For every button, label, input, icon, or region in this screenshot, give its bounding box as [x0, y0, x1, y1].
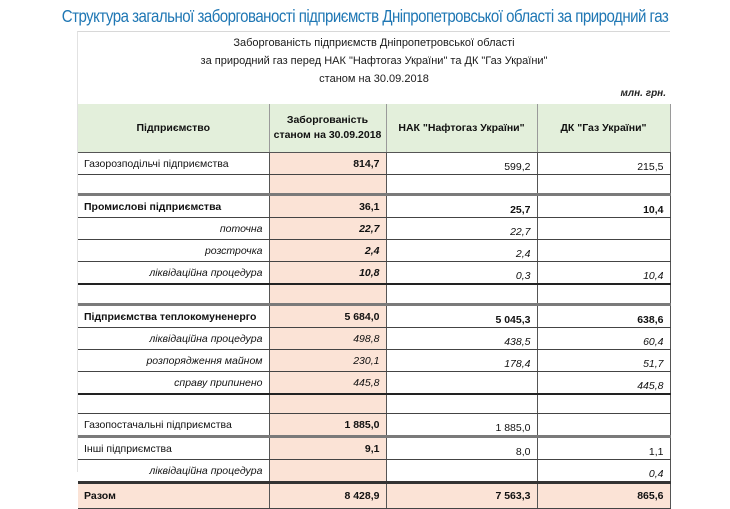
- table-row: [78, 437, 670, 460]
- row-naftogaz: 25,7: [386, 195, 537, 218]
- row-name: Підприємства теплокомуненерго: [78, 305, 269, 328]
- row-name: Газорозподільчі підприємства: [78, 153, 269, 175]
- page-title: Структура загальної заборгованості підприємств Дніпропетровської області за природний газ: [61, 6, 669, 26]
- table-row: [78, 372, 670, 395]
- row-naftogaz: 8,0: [386, 437, 537, 460]
- row-total: 814,7: [269, 153, 386, 175]
- row-name: розпорядження майном: [78, 350, 269, 372]
- row-naftogaz: 599,2: [386, 153, 537, 175]
- document-heading: [78, 34, 670, 88]
- row-naftogaz: 5 045,3: [386, 305, 537, 328]
- table-row: [78, 262, 670, 285]
- row-total: 5 684,0: [269, 305, 386, 328]
- row-gaz: 10,4: [537, 195, 670, 218]
- row-naftogaz: 1 885,0: [386, 414, 537, 437]
- row-gaz: 60,4: [537, 328, 670, 350]
- heading-line-2: за природний газ перед НАК "Нафтогаз України" та ДК "Газ України": [200, 55, 548, 67]
- row-naftogaz: 2,4: [386, 240, 537, 262]
- row-name: Промислові підприємства: [78, 195, 269, 218]
- table-row: [78, 240, 670, 262]
- row-total: [269, 460, 386, 483]
- row-naftogaz: [386, 460, 537, 483]
- row-naftogaz: [386, 372, 537, 395]
- row-total: 36,1: [269, 195, 386, 218]
- row-name: розстрочка: [78, 240, 269, 262]
- debt-document: [77, 31, 670, 502]
- header-debt-total: Заборгованість станом на 30.09.2018: [269, 104, 386, 153]
- table-row: [78, 350, 670, 372]
- row-gaz: 10,4: [537, 262, 670, 285]
- row-gaz: [537, 240, 670, 262]
- table-row: [78, 328, 670, 350]
- row-total: 445,8: [269, 372, 386, 395]
- row-total: 1 885,0: [269, 414, 386, 437]
- row-name: ліквідаційна процедура: [78, 460, 269, 483]
- row-naftogaz: 0,3: [386, 262, 537, 285]
- heading-line-3: станом на 30.09.2018: [319, 73, 429, 85]
- row-total: 9,1: [269, 437, 386, 460]
- table-row: [78, 153, 670, 175]
- row-total: 10,8: [269, 262, 386, 285]
- row-gaz: 51,7: [537, 350, 670, 372]
- header-gaz-ukrainy: ДК "Газ України": [537, 104, 670, 153]
- row-total: 498,8: [269, 328, 386, 350]
- row-gaz: 445,8: [537, 372, 670, 395]
- row-gaz: 1,1: [537, 437, 670, 460]
- unit-label: млн. грн.: [620, 88, 666, 99]
- table-row: [78, 414, 670, 437]
- row-total: 22,7: [269, 218, 386, 240]
- row-gaz: [537, 218, 670, 240]
- table-row: [78, 218, 670, 240]
- row-name: Інші підприємства: [78, 437, 269, 460]
- row-name: поточна: [78, 218, 269, 240]
- table-row: [78, 195, 670, 218]
- header-naftogaz: НАК "Нафтогаз України": [386, 104, 537, 153]
- spacer-row: [78, 394, 670, 414]
- row-name: ліквідаційна процедура: [78, 328, 269, 350]
- total-row: [78, 483, 670, 509]
- spacer-row: [78, 284, 670, 305]
- debt-table: [78, 104, 671, 509]
- row-naftogaz: 438,5: [386, 328, 537, 350]
- table-row: [78, 460, 670, 483]
- table-header-row: [78, 104, 670, 153]
- spacer-row: [78, 175, 670, 195]
- row-gaz: [537, 414, 670, 437]
- row-name: ліквідаційна процедура: [78, 262, 269, 285]
- row-gaz: 0,4: [537, 460, 670, 483]
- total-gaz: 865,6: [537, 483, 670, 509]
- row-total: 2,4: [269, 240, 386, 262]
- total-debt: 8 428,9: [269, 483, 386, 509]
- row-naftogaz: 22,7: [386, 218, 537, 240]
- row-name: Газопостачальні підприємства: [78, 414, 269, 437]
- row-total: 230,1: [269, 350, 386, 372]
- header-enterprise: Підприємство: [78, 104, 269, 153]
- row-name: справу припинено: [78, 372, 269, 395]
- total-naftogaz: 7 563,3: [386, 483, 537, 509]
- row-gaz: 215,5: [537, 153, 670, 175]
- row-gaz: 638,6: [537, 305, 670, 328]
- total-name: Разом: [78, 483, 269, 509]
- heading-line-1: Заборгованість підприємств Дніпропетровської області: [233, 37, 515, 49]
- row-naftogaz: 178,4: [386, 350, 537, 372]
- table-row: [78, 305, 670, 328]
